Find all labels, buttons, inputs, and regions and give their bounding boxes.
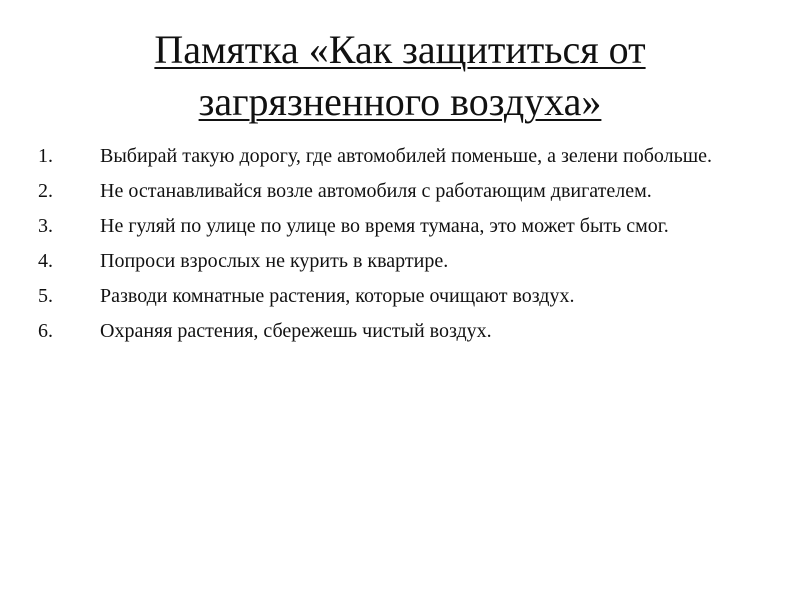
list-item-number: 2.: [38, 180, 53, 202]
list-item-text: Охраняя растения, сбережешь чистый воздух.: [100, 320, 492, 342]
list-item: [38, 178, 758, 205]
list-item-number: 6.: [38, 320, 53, 342]
advice-list: [38, 143, 758, 353]
list-item-text: Разводи комнатные растения, которые очищают воздух.: [100, 285, 575, 307]
list-item: [38, 143, 758, 170]
list-item: [38, 318, 758, 345]
list-item: [38, 248, 758, 275]
list-item-text: Попроси взрослых не курить в квартире.: [100, 250, 449, 272]
list-item-number: 3.: [38, 215, 53, 237]
list-item-text: Не гуляй по улице по улице во время тумана, это может быть смог.: [100, 215, 669, 237]
list-item-text: Не останавливайся возле автомобиля с работающим двигателем.: [100, 180, 652, 202]
list-item: [38, 213, 758, 240]
list-item: [38, 283, 758, 310]
list-item-text: Выбирай такую дорогу, где автомобилей поменьше, а зелени побольше.: [100, 145, 712, 167]
list-item-number: 1.: [38, 145, 53, 167]
list-item-number: 5.: [38, 285, 53, 307]
list-item-number: 4.: [38, 250, 53, 272]
slide-title-line-1: Памятка «Как защититься от: [154, 27, 646, 72]
slide-title: [40, 24, 760, 128]
slide-title-line-2: загрязненного воздуха»: [198, 79, 602, 124]
